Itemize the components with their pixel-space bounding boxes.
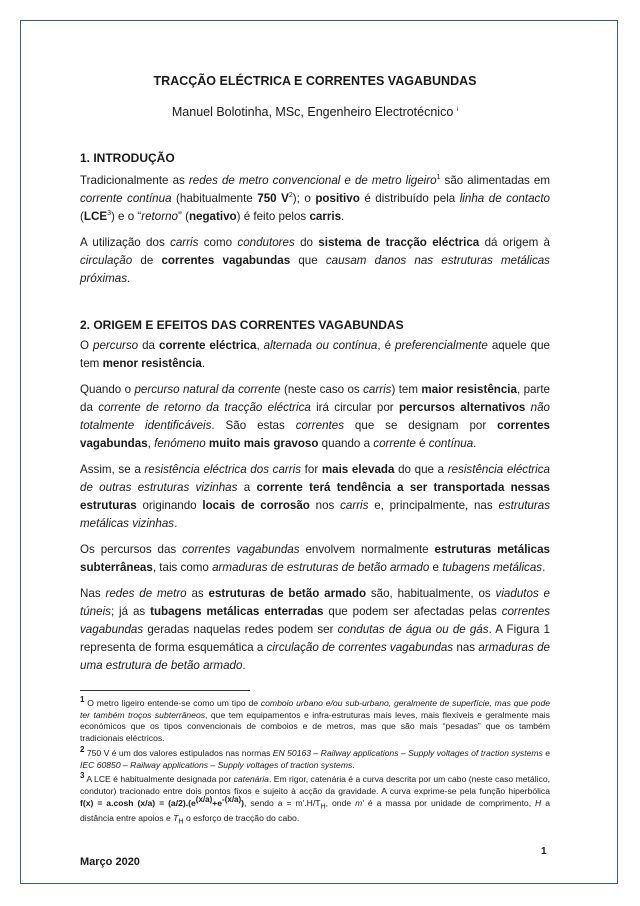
text-run: H (535, 797, 542, 808)
text-run: IEC 60850 – Railway applications – Supply voltages of traction systems (80, 759, 353, 770)
text-run: H (178, 817, 184, 826)
text-run: f(x) = a.cosh (x/a) = (a/2).(e (80, 797, 196, 808)
text-run: dá origem à (479, 236, 550, 249)
text-run: Nas (80, 587, 106, 600)
text-run: e, principalmente, nas (368, 499, 499, 512)
text-run: da (138, 339, 159, 352)
text-run: correntes vagabundas (80, 419, 550, 450)
text-run: retorno (141, 210, 178, 223)
text-run: percursos alternativos (398, 401, 526, 414)
text-run: ( (80, 210, 84, 223)
paragraph (80, 337, 550, 373)
text-run: 750 V é um dos valores estipulados nas normas (84, 747, 273, 758)
text-run: for (301, 463, 322, 476)
text-run: . (242, 659, 246, 672)
text-run: ) e o “ (110, 210, 142, 223)
text-run: . (352, 759, 355, 770)
text-run: estruturas de betão armado (208, 587, 367, 600)
text-run: carris (363, 383, 392, 396)
text-run: 1 (436, 174, 441, 182)
text-run: carris (309, 210, 342, 223)
text-run: contínua (428, 437, 474, 450)
text-run: +e (212, 797, 223, 808)
footnote-separator (80, 690, 250, 691)
text-run: tubagens metálicas enterradas (150, 605, 324, 618)
text-run: correntes vagabundas (182, 543, 300, 556)
text-run: armaduras de estruturas de betão armado (212, 561, 430, 574)
document-title: TRACÇÃO ELÉCTRICA E CORRENTES VAGABUNDAS (153, 74, 477, 88)
text-run: 3 (107, 210, 111, 218)
section-introduction (80, 151, 550, 288)
text-run: . A Figura 1 representa de forma esquemática a (80, 623, 550, 654)
text-run: 2 (288, 192, 293, 200)
text-run: muito mais gravoso (208, 437, 319, 450)
text-run: . (127, 272, 131, 285)
text-run: e (542, 747, 550, 758)
section-heading: 2. ORIGEM E EFEITOS DAS CORRENTES VAGABUNDAS (80, 318, 404, 332)
text-run: redes de metro convencional e de metro ligeiro (188, 174, 437, 187)
text-run: carris (340, 499, 369, 512)
text-run: ) é feito pelos (236, 210, 310, 223)
text-run: envolvem normalmente (299, 543, 435, 556)
text-run: circulação de correntes vagabundas (266, 641, 454, 654)
footnotes (80, 695, 550, 831)
text-run: mais elevada (321, 463, 395, 476)
text-run: é (415, 437, 429, 450)
paragraph (80, 172, 550, 226)
text-run: alternada ou contínua (263, 339, 378, 352)
text-run: comboio urbano e/ou sub-urbano, geralmente de superfície, mas que pode ter também troços subterrâneos (80, 698, 550, 720)
text-run: originando (136, 499, 203, 512)
text-run: menor resistência (102, 357, 202, 370)
text-run: correntes vagabundas (80, 605, 551, 636)
text-run: e (429, 561, 443, 574)
text-run: 3 (80, 771, 85, 781)
text-run: nos (309, 499, 341, 512)
text-run: (x/a) (195, 794, 213, 804)
text-run: EN 50163 – Railway applications – Supply voltages of traction systems (272, 747, 543, 758)
text-run: , parte da (80, 383, 550, 414)
text-run: corrente eléctrica (159, 339, 257, 352)
paragraph (80, 381, 550, 453)
text-run: , (256, 339, 264, 352)
text-run: corrente (373, 437, 416, 450)
document-author (80, 103, 550, 121)
text-run: , onde (325, 797, 356, 808)
text-run: viadutos e túneis (80, 587, 550, 618)
footnote (80, 744, 550, 771)
text-run: circulação (80, 254, 133, 267)
text-run: maior resistência (421, 383, 517, 396)
text-run: catenária (233, 774, 269, 785)
text-run: 1 (80, 695, 85, 705)
text-run: armaduras de uma estrutura de betão armado (80, 641, 550, 672)
text-run: positivo (315, 192, 360, 205)
text-run: , que tem equipamentos e infra-estruturas mais leves, mais flexíveis e geralmente mais económicos que os tipos convencionais de comboios e de metros, mas que são mais “pesadas” que os também tradicionais eléctricos. (80, 709, 550, 744)
text-run: a (237, 481, 257, 494)
text-run: ” ( (177, 210, 189, 223)
text-run: ); o (292, 192, 316, 205)
text-run: , (147, 437, 155, 450)
text-run: são, habitualmente, os (366, 587, 496, 600)
text-run: tubagens metálicas (442, 561, 543, 574)
text-run: nas (453, 641, 479, 654)
text-run: que se designam por (344, 419, 498, 432)
text-run: . Em rigor, catenária é a curva descrita por um cabo (neste caso metálico, condutor) tracionado entre dois pontos fixos e sujeito à acção da gravidade. A curva exprime-se pela função hiperbólica (80, 774, 550, 796)
text-run: O metro ligeiro entende-se como um tipo de (84, 698, 261, 708)
text-run: que (290, 254, 326, 267)
text-run: resistência eléctrica dos carris (144, 463, 301, 476)
text-run: sistema de tracção eléctrica (318, 236, 480, 249)
text-run: é distribuído pela (359, 192, 460, 205)
text-run: ) (241, 797, 245, 808)
footnote (80, 695, 550, 745)
text-run: ) tem (391, 383, 422, 396)
text-run: não totalmente identificáveis (80, 401, 550, 432)
text-run: 750 V (257, 192, 289, 205)
text-run: corrente terá tendência a ser transportada nessas estruturas (80, 481, 551, 512)
text-run: 2 (80, 744, 85, 754)
text-run: o esforço de tracção do cabo. (183, 813, 300, 824)
text-run: . (542, 561, 546, 574)
text-run: as (186, 587, 209, 600)
text-run: O (80, 339, 94, 352)
text-run: . (473, 437, 477, 450)
text-run: quando a (318, 437, 374, 450)
document-body (80, 72, 550, 683)
text-run: do (294, 236, 319, 249)
text-run: corrente contínua (80, 192, 172, 205)
text-run: percurso natural da corrente (134, 383, 281, 396)
text-run: negativo (188, 210, 237, 223)
text-run: Assim, se a (80, 463, 145, 476)
text-run: Quando o (80, 383, 135, 396)
text-run: do que a (394, 463, 448, 476)
text-run: é a massa por unidade de comprimento, (363, 797, 536, 808)
text-run: correntes (295, 419, 345, 432)
text-run: que podem ser afectadas pelas (323, 605, 502, 618)
text-run: , sendo a = m'.H/T (244, 797, 321, 808)
text-run: irá circular por (310, 401, 399, 414)
footnote (80, 771, 550, 828)
text-run: condutores (237, 236, 295, 249)
text-run: -(x/a) (222, 794, 242, 804)
author-name: Manuel Bolotinha, MSc, Engenheiro Electrotécnico (171, 105, 454, 119)
text-run: estruturas metálicas vizinhas (80, 499, 550, 530)
text-run: . (174, 517, 178, 530)
paragraph (80, 234, 550, 288)
text-run: são alimentadas em (440, 174, 551, 187)
text-run: preferencialmente (395, 339, 488, 352)
text-run: condutas de água ou de gás (337, 623, 489, 636)
text-run: redes de metro (105, 587, 187, 600)
text-run: Os percursos das (80, 543, 183, 556)
text-run: resistência eléctrica de outras estruturas vizinhas (80, 463, 550, 494)
page-number: 1 (541, 846, 547, 857)
text-run: Tradicionalmente as (80, 174, 189, 187)
text-run: T (173, 813, 179, 824)
text-run: (habitualmente (171, 192, 258, 205)
text-run: . (341, 210, 345, 223)
paragraph (80, 585, 550, 675)
text-run: fenómeno (154, 437, 206, 450)
text-run: causam danos nas estruturas metálicas próximas (80, 254, 550, 285)
text-run: A utilização dos (80, 236, 171, 249)
text-run: de (132, 254, 162, 267)
text-run: corrente de retorno da tracção eléctrica (98, 401, 311, 414)
text-run: , tais como (152, 561, 213, 574)
paragraph (80, 541, 550, 577)
text-run: LCE (83, 210, 108, 223)
section-origin-effects (80, 318, 550, 675)
text-run: carris (170, 236, 199, 249)
paragraph (80, 461, 550, 533)
text-run: geradas naquelas redes podem ser (143, 623, 338, 636)
text-run: H (320, 802, 326, 811)
text-run: percurso (93, 339, 139, 352)
author-note-mark: i (456, 106, 459, 113)
text-run: A LCE é habitualmente designada por (84, 774, 234, 785)
text-run: linha de contacto (459, 192, 550, 205)
text-run: estruturas metálicas subterrâneas (80, 543, 551, 574)
text-run: (neste caso os (280, 383, 364, 396)
text-run: correntes vagabundas (161, 254, 291, 267)
document-date: Março 2020 (80, 856, 140, 868)
text-run: a distância entre apoios e (80, 797, 550, 824)
text-run: como (198, 236, 238, 249)
text-run: . (201, 357, 206, 370)
text-run: ; já as (110, 605, 151, 618)
text-run: aquele que tem (80, 339, 550, 370)
text-run: m' (355, 797, 364, 808)
text-run: , é (377, 339, 396, 352)
text-run: . São estas (211, 419, 296, 432)
section-heading: 1. INTRODUÇÃO (80, 151, 175, 165)
text-run: locais de corrosão (202, 499, 310, 512)
